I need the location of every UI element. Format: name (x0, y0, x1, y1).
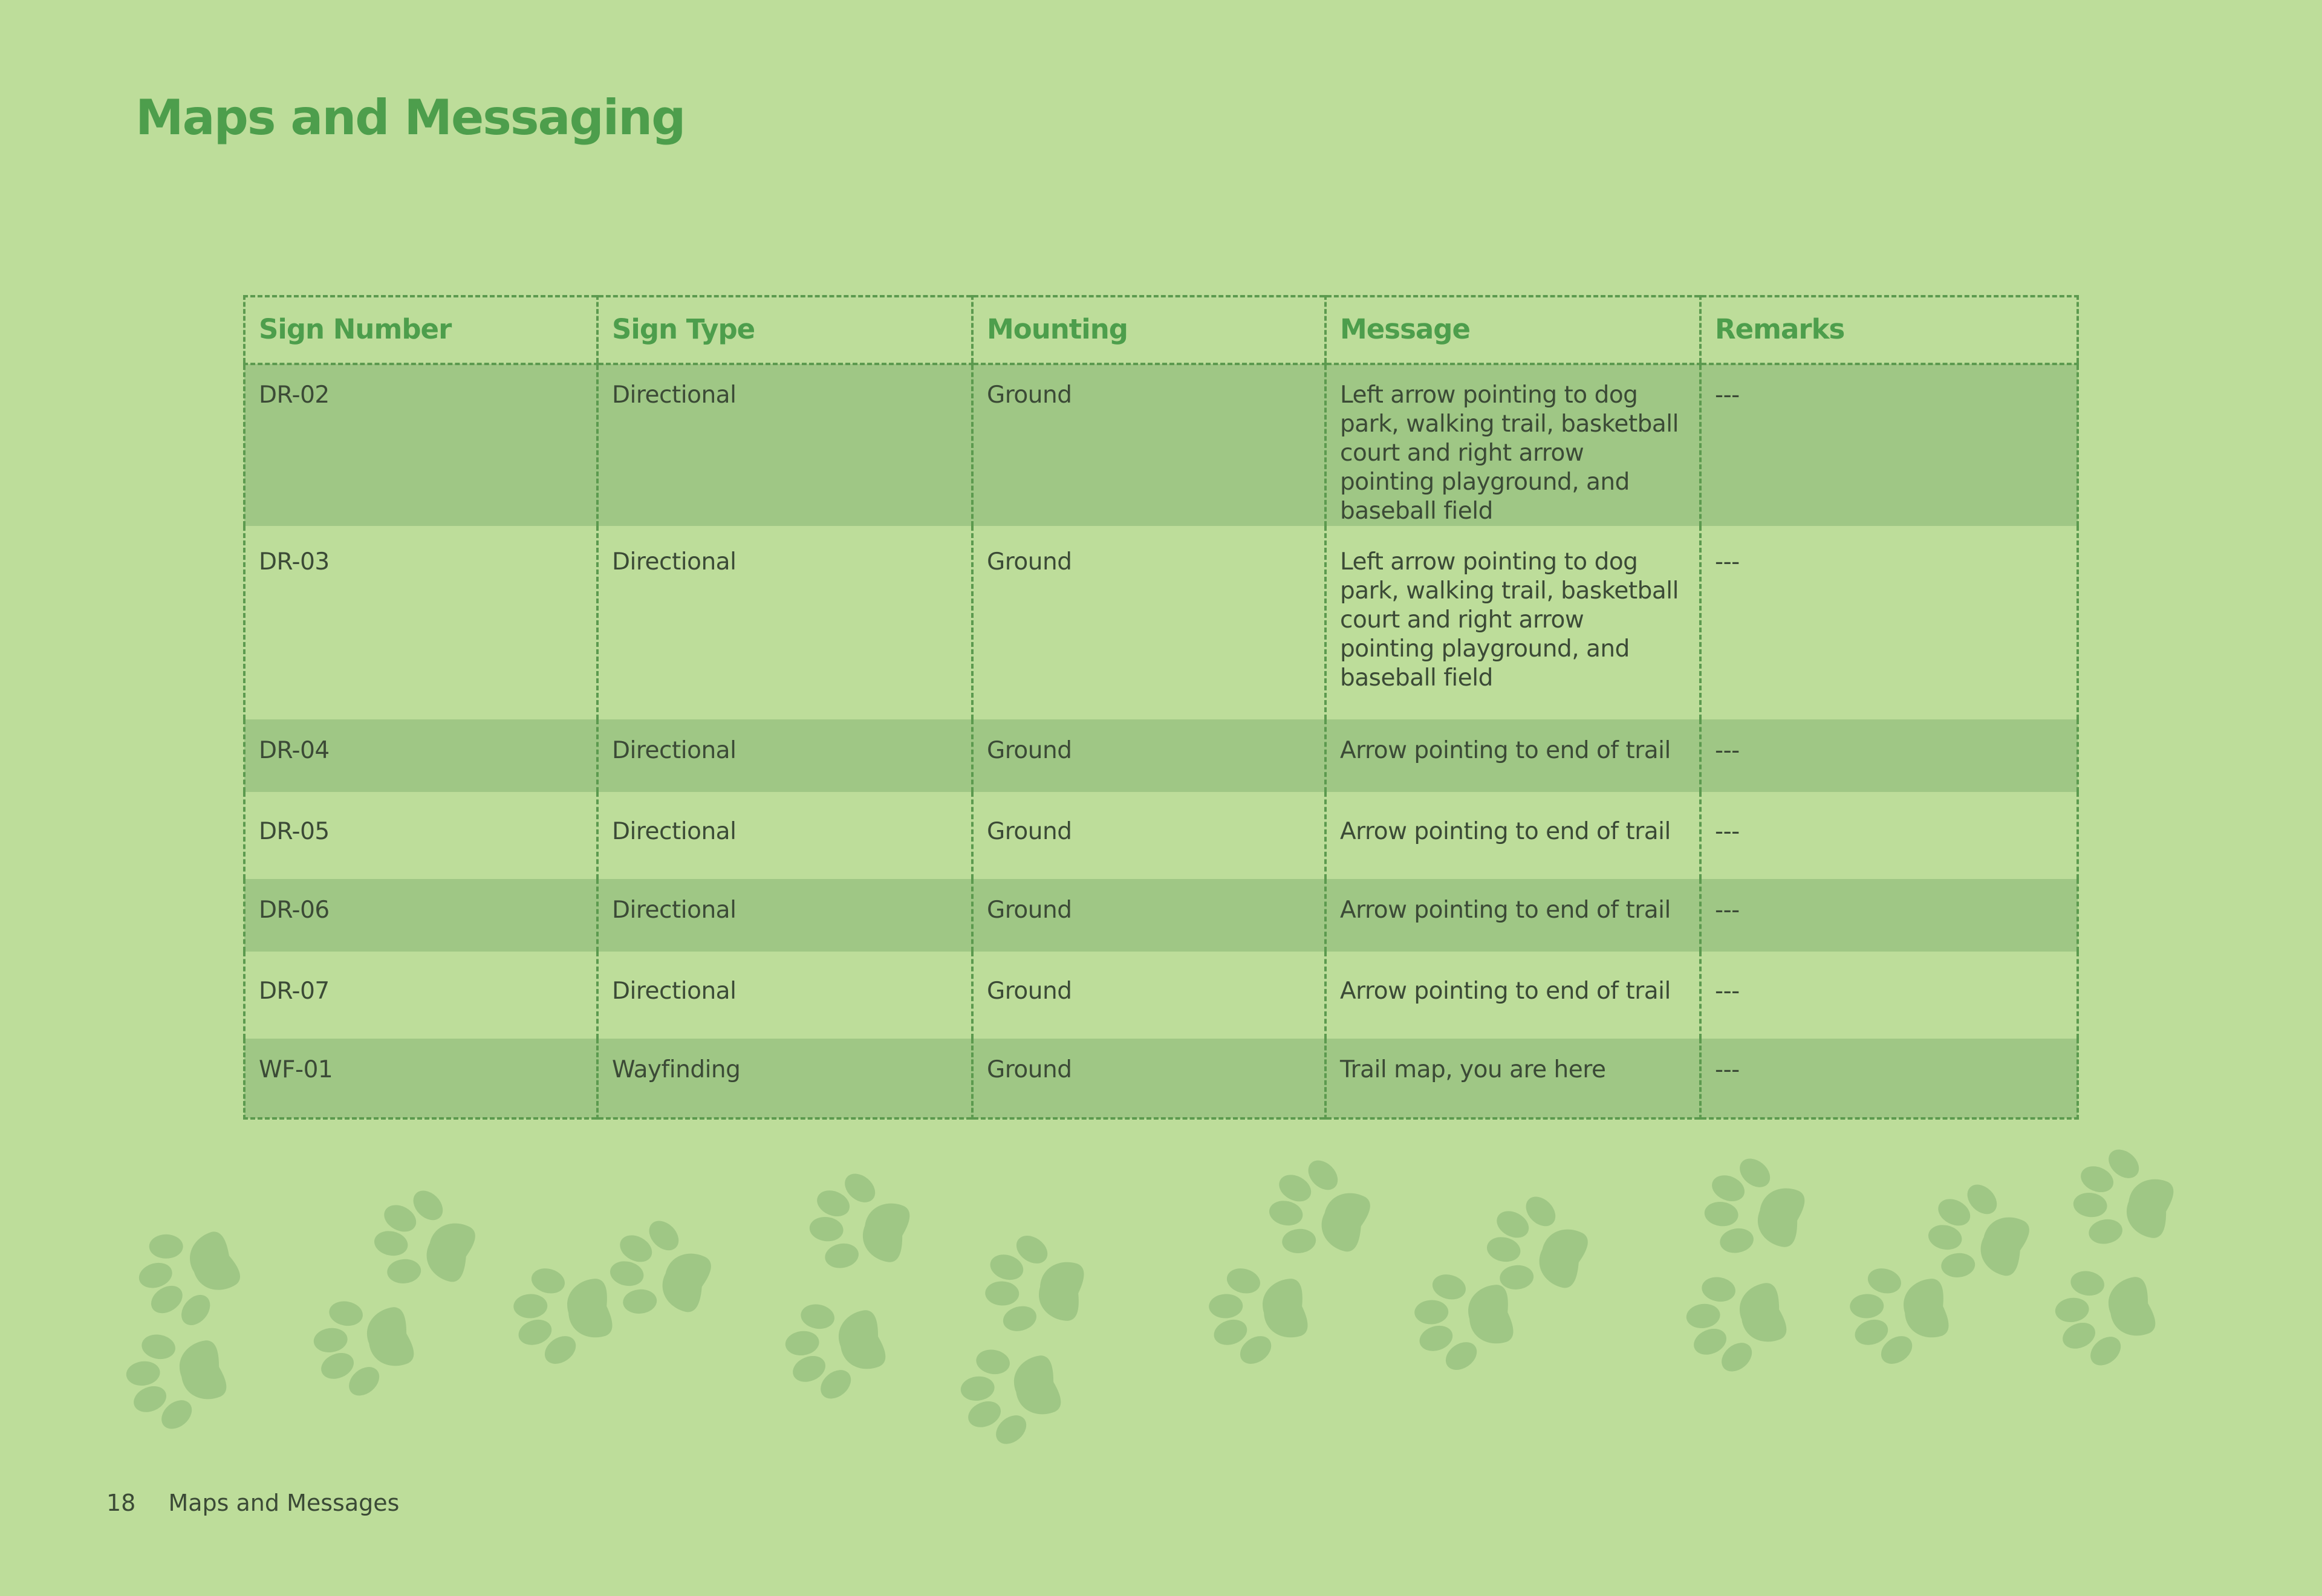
remarks-cell: --- (1700, 364, 2078, 526)
table-row (244, 364, 2078, 526)
sign-type-cell: Directional (597, 719, 972, 792)
header-sign-number: Sign Number (244, 296, 597, 364)
sign-schedule-table (243, 295, 2079, 1120)
table-row (244, 792, 2078, 879)
paw-print-icon (2062, 1136, 2182, 1264)
message-cell: Left arrow pointing to dog park, walking trail, basketball court and right arrow pointing playground, and baseball field (1325, 526, 1700, 719)
sign-number-cell: DR-05 (259, 818, 330, 845)
paw-print-icon (1201, 1253, 1314, 1375)
paw-print-icon (1914, 1169, 2040, 1302)
remarks-cell: --- (1700, 1039, 2078, 1118)
page-number: 18 (106, 1490, 136, 1516)
table-row (244, 1039, 2078, 1118)
paw-print-icon (360, 1175, 486, 1308)
message-cell: Arrow pointing to end of trail (1325, 879, 1700, 952)
paw-print-icon (798, 1160, 919, 1288)
remarks-cell: --- (1700, 879, 2078, 952)
paw-print-icon (122, 1207, 254, 1344)
message-cell: Arrow pointing to end of trail (1325, 792, 1700, 879)
page-footer (106, 1490, 399, 1516)
paw-print-icon (1675, 1257, 1795, 1385)
sign-type-cell: Directional (597, 879, 972, 952)
paw-print-icon (2044, 1251, 2164, 1379)
paw-print-icon (1407, 1259, 1520, 1381)
header-mounting: Mounting (972, 296, 1325, 364)
paw-print-icon (774, 1285, 894, 1412)
page-title: Maps and Messaging (135, 89, 685, 146)
message-cell: Trail map, you are here (1325, 1039, 1700, 1118)
paw-print-icon (1842, 1253, 1955, 1375)
remarks-cell: --- (1700, 719, 2078, 792)
paw-print-icon (596, 1205, 722, 1338)
footer-section-title: Maps and Messages (168, 1490, 400, 1516)
remarks-cell: --- (1700, 526, 2078, 719)
sign-type-cell: Directional (597, 952, 972, 1039)
mounting-cell: Ground (972, 364, 1325, 526)
mounting-cell: Ground (972, 526, 1325, 719)
message-cell: Left arrow pointing to dog park, walking trail, basketball court and right arrow pointing playground, and baseball field (1325, 364, 1700, 526)
sign-number-cell: DR-07 (259, 978, 330, 1005)
sign-number-cell: DR-03 (259, 548, 330, 576)
sign-type-cell: Directional (597, 526, 972, 719)
paw-print-icon (506, 1253, 619, 1375)
remarks-cell: --- (1700, 792, 2078, 879)
paw-print-icon (1255, 1144, 1381, 1277)
sign-number-cell: WF-01 (244, 1039, 597, 1118)
header-message: Message (1325, 296, 1700, 364)
remarks-cell: --- (1700, 952, 2078, 1039)
table-row (244, 719, 2078, 792)
mounting-cell: Ground (972, 952, 1325, 1039)
sign-type-cell: Directional (597, 364, 972, 526)
paw-print-icon (1472, 1181, 1599, 1314)
paw-print-icon (115, 1315, 235, 1442)
sign-type-cell: Wayfinding (597, 1039, 972, 1118)
message-cell: Arrow pointing to end of trail (1325, 952, 1700, 1039)
sign-number-cell: DR-04 (244, 719, 597, 792)
paw-print-icon (1693, 1145, 1813, 1273)
paw-print-icon (949, 1330, 1070, 1458)
table-row (244, 952, 2078, 1039)
mounting-cell: Ground (972, 879, 1325, 952)
sign-number-cell: DR-02 (244, 364, 597, 526)
header-remarks: Remarks (1700, 296, 2078, 364)
sign-type-cell: Directional (597, 792, 972, 879)
table-header-row (244, 296, 2078, 364)
header-sign-type: Sign Type (597, 296, 972, 364)
message-cell: Arrow pointing to end of trail (1325, 719, 1700, 792)
table-row (244, 526, 2078, 719)
sign-number-cell: DR-06 (244, 879, 597, 952)
paw-print-icon (977, 1225, 1090, 1346)
mounting-cell: Ground (972, 792, 1325, 879)
paw-print-icon (302, 1282, 423, 1409)
mounting-cell: Ground (972, 1039, 1325, 1118)
table-row (244, 879, 2078, 952)
mounting-cell: Ground (972, 719, 1325, 792)
